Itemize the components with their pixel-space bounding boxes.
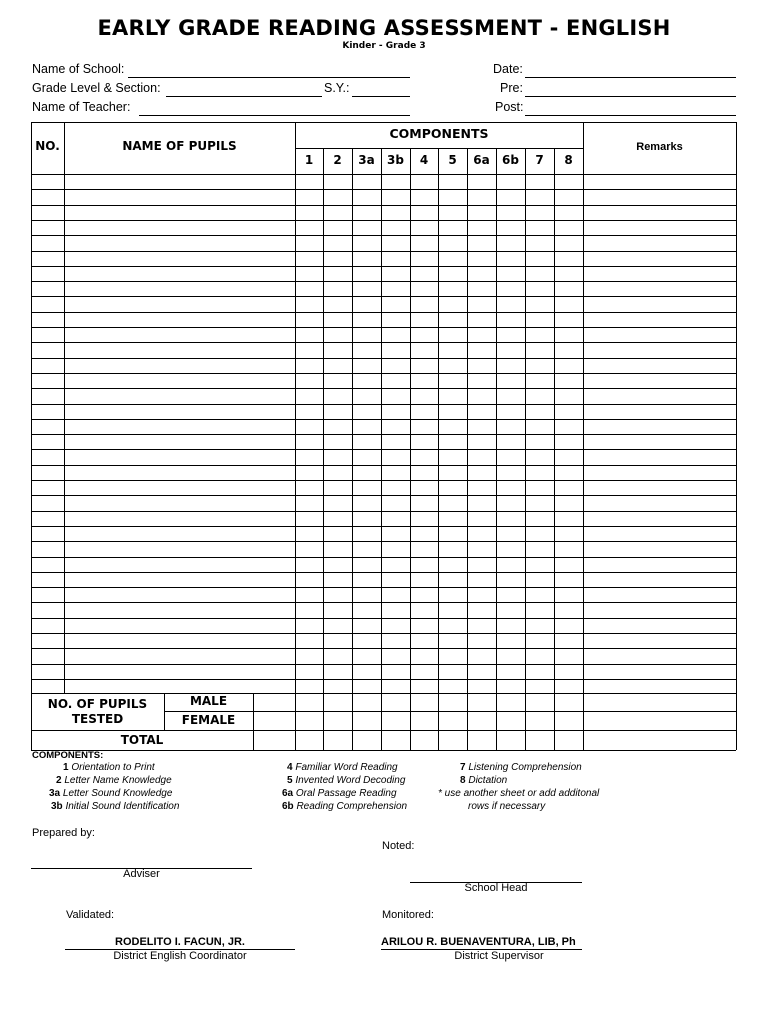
legend-item-5: 5 Invented Word Decoding bbox=[287, 775, 406, 786]
female-label: FEMALE bbox=[181, 713, 236, 727]
legend-item-3a: 3a Letter Sound Knowledge bbox=[49, 788, 173, 799]
validator-title: District English Coordinator bbox=[113, 950, 247, 962]
grade-section-label: Grade Level & Section: bbox=[32, 81, 161, 95]
component-column-4: 4 bbox=[419, 153, 429, 167]
table-row[interactable] bbox=[31, 495, 736, 510]
table-row[interactable] bbox=[31, 419, 736, 434]
male-label: MALE bbox=[189, 694, 228, 708]
table-row[interactable] bbox=[31, 449, 736, 464]
table-row[interactable] bbox=[31, 342, 736, 357]
teacher-label: Name of Teacher: bbox=[32, 100, 131, 114]
name-column-header: NAME OF PUPILS bbox=[122, 139, 237, 153]
table-row[interactable] bbox=[31, 664, 736, 679]
table-row[interactable] bbox=[31, 189, 736, 204]
table-row[interactable] bbox=[31, 327, 736, 342]
table-row[interactable] bbox=[31, 251, 736, 266]
legend-note-2: rows if necessary bbox=[468, 801, 546, 812]
validator-name: RODELITO I. FACUN, JR. bbox=[115, 936, 245, 948]
sy-label: S.Y.: bbox=[324, 81, 350, 95]
table-row[interactable] bbox=[31, 465, 736, 480]
legend-item-1: 1 Orientation to Print bbox=[63, 762, 155, 773]
school-head-label: School Head bbox=[464, 882, 528, 894]
legend-title: COMPONENTS: bbox=[32, 750, 104, 761]
table-row[interactable] bbox=[31, 557, 736, 572]
table-row[interactable] bbox=[31, 296, 736, 311]
no-column-header: NO. bbox=[35, 139, 60, 153]
table-row[interactable] bbox=[31, 358, 736, 373]
school-label: Name of School: bbox=[32, 62, 125, 76]
pre-label: Pre: bbox=[500, 81, 523, 95]
validated-label: Validated: bbox=[66, 909, 115, 921]
monitor-name: ARILOU R. BUENAVENTURA, LIB, Ph bbox=[381, 936, 576, 948]
component-column-2: 2 bbox=[333, 153, 342, 167]
legend-item-2: 2 Letter Name Knowledge bbox=[56, 775, 172, 786]
remarks-header: Remarks bbox=[636, 141, 683, 153]
legend-item-6b: 6b Reading Comprehension bbox=[282, 801, 408, 812]
component-column-1: 1 bbox=[304, 153, 314, 167]
table-row[interactable] bbox=[31, 633, 736, 648]
noted-label: Noted: bbox=[382, 840, 415, 852]
legend-item-8: 8 Dictation bbox=[460, 775, 508, 786]
table-row[interactable] bbox=[31, 174, 736, 189]
table-row[interactable] bbox=[31, 618, 736, 633]
pupils-tested-label: NO. OF PUPILS TESTED bbox=[47, 697, 148, 726]
monitored-label: Monitored: bbox=[382, 909, 434, 921]
page-subtitle: Kinder - Grade 3 bbox=[342, 41, 426, 51]
legend-item-6a: 6a Oral Passage Reading bbox=[282, 788, 397, 799]
table-row[interactable] bbox=[31, 679, 736, 694]
table-row[interactable] bbox=[31, 404, 736, 419]
table-row[interactable] bbox=[31, 373, 736, 388]
component-column-3a: 3a bbox=[358, 153, 375, 167]
component-column-3b: 3b bbox=[387, 153, 404, 167]
table-row[interactable] bbox=[31, 602, 736, 617]
table-row[interactable] bbox=[31, 541, 736, 556]
table-row[interactable] bbox=[31, 388, 736, 403]
prepared-by-label: Prepared by: bbox=[32, 827, 95, 839]
components-header: COMPONENTS bbox=[389, 126, 489, 141]
adviser-label: Adviser bbox=[123, 868, 160, 880]
component-column-6b: 6b bbox=[502, 153, 519, 167]
table-row[interactable] bbox=[31, 281, 736, 296]
table-row[interactable] bbox=[31, 587, 736, 602]
legend-item-3b: 3b Initial Sound Identification bbox=[51, 801, 180, 812]
total-label: TOTAL bbox=[120, 733, 164, 747]
table-row[interactable] bbox=[31, 511, 736, 526]
component-column-5: 5 bbox=[448, 153, 457, 167]
monitor-title: District Supervisor bbox=[454, 950, 544, 962]
table-row[interactable] bbox=[31, 235, 736, 250]
page-title: EARLY GRADE READING ASSESSMENT - ENGLISH bbox=[97, 16, 671, 40]
component-column-7: 7 bbox=[535, 153, 544, 167]
table-row[interactable] bbox=[31, 205, 736, 220]
legend-item-7: 7 Listening Comprehension bbox=[460, 762, 582, 773]
component-column-8: 8 bbox=[564, 153, 573, 167]
table-row[interactable] bbox=[31, 648, 736, 663]
table-row[interactable] bbox=[31, 434, 736, 449]
table-row[interactable] bbox=[31, 572, 736, 587]
date-label: Date: bbox=[493, 62, 523, 76]
table-row[interactable] bbox=[31, 220, 736, 235]
legend-item-4: 4 Familiar Word Reading bbox=[287, 762, 398, 773]
component-column-6a: 6a bbox=[473, 153, 490, 167]
post-label: Post: bbox=[495, 100, 524, 114]
table-row[interactable] bbox=[31, 266, 736, 281]
table-row[interactable] bbox=[31, 526, 736, 541]
table-row[interactable] bbox=[31, 480, 736, 495]
legend-note-1: * use another sheet or add additonal bbox=[438, 788, 600, 799]
table-row[interactable] bbox=[31, 312, 736, 327]
